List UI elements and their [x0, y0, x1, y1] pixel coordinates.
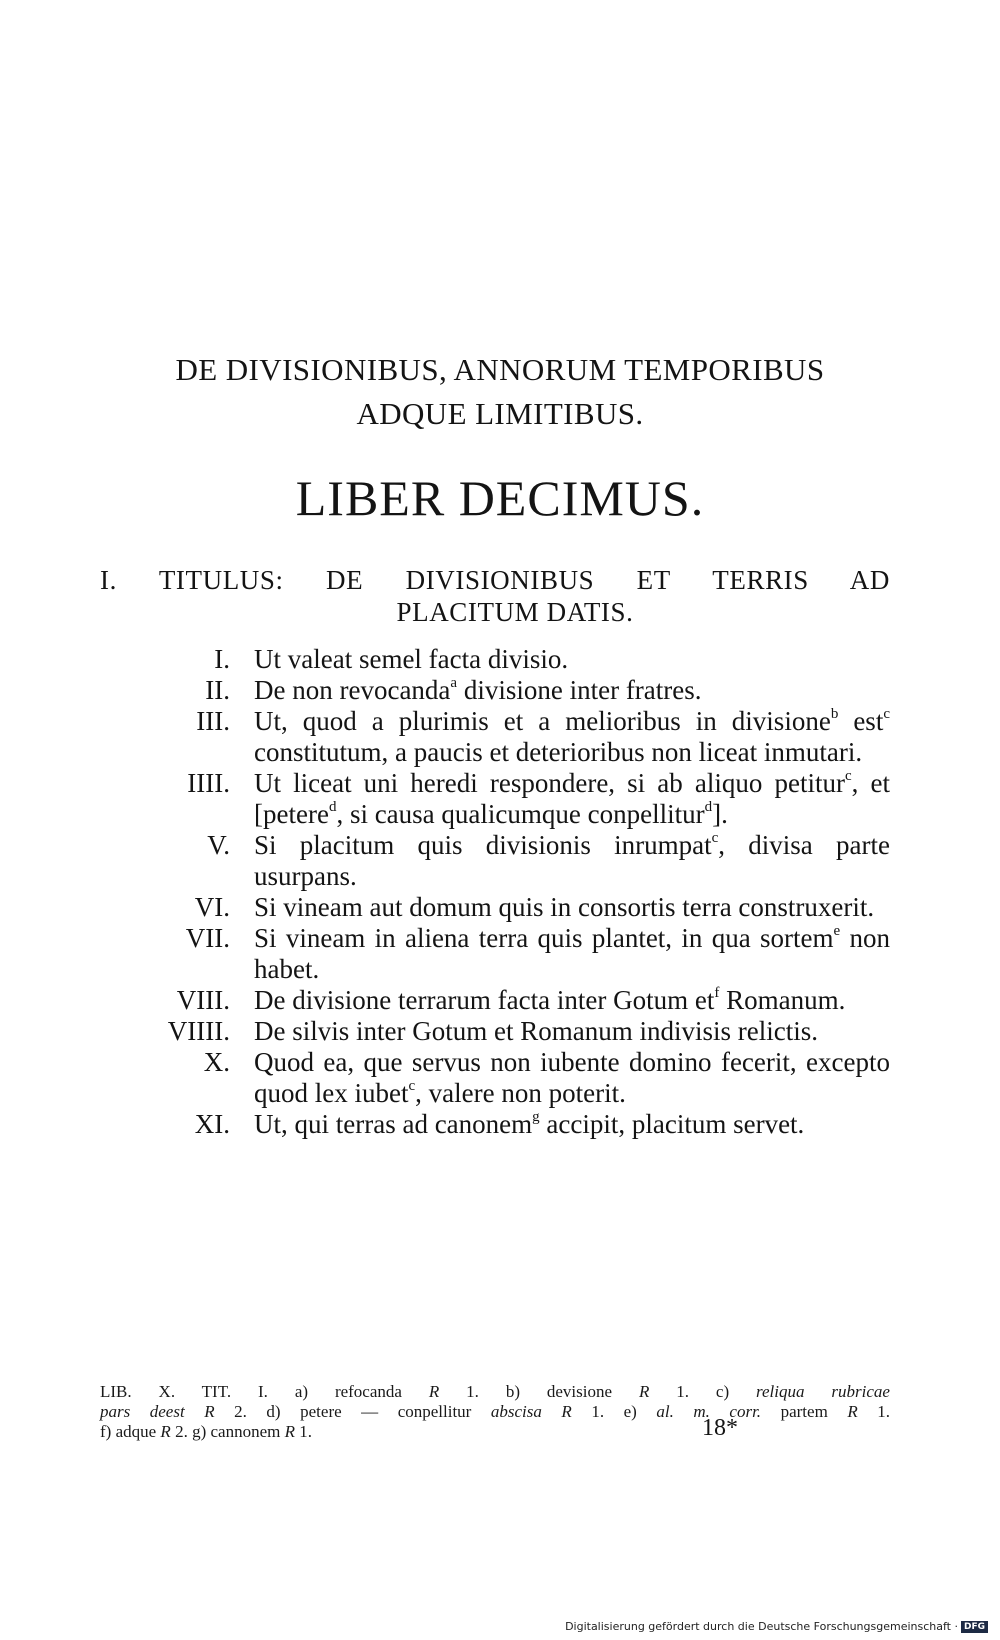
- titulus-heading: [100, 564, 890, 628]
- footnote-marker: c: [408, 1078, 416, 1094]
- chapter-item: [100, 1109, 890, 1140]
- credit-text: Digitalisierung gefördert durch die Deutsche Forschungsgemeinschaft ·: [565, 1620, 958, 1633]
- chapter-number: VI.: [194, 892, 230, 922]
- chapter-number: VII.: [185, 923, 230, 953]
- footnote-marker: d: [704, 799, 713, 815]
- chapter-number: V.: [207, 830, 230, 860]
- chapter-text: Si placitum quis divisionis inrumpat$^c$, divisa parte usurpans.: [254, 830, 890, 891]
- chapter-text: Ut, quod a plurimis et a melioribus in divisione$^b$ est$^c$ constitutum, a paucis et deterioribus non liceat inmutari.: [254, 706, 890, 767]
- chapter-text: Ut liceat uni heredi respondere, si ab aliquo petitur$^c$, et [petere$^d$, si causa qualicumque conpellitur$^d$].: [254, 768, 890, 829]
- liber-title: LIBER DECIMUS.: [295, 470, 705, 526]
- chapter-text: Quod ea, que servus non iubente domino fecerit, excepto quod lex iubet$^c$, valere non poterit.: [254, 1047, 890, 1108]
- chapter-item: [100, 985, 890, 1016]
- chapter-item: [100, 892, 890, 923]
- page-number: 18*: [702, 1415, 738, 1441]
- book-heading-line-1: DE DIVISIONIBUS, ANNORUM TEMPORIBUS: [175, 352, 825, 387]
- chapter-item: [100, 1047, 890, 1109]
- chapter-text: De non revocanda$^a$ divisione inter fratres.: [254, 675, 702, 705]
- chapter-text: De silvis inter Gotum et Romanum indivisis relictis.: [254, 1016, 818, 1046]
- footnote-marker: c: [711, 830, 719, 846]
- chapter-text: Ut, qui terras ad canonem$^g$ accipit, placitum servet.: [254, 1109, 805, 1139]
- chapter-item: [100, 1016, 890, 1047]
- chapter-text: Ut valeat semel facta divisio.: [254, 644, 569, 674]
- footnote-marker: b: [830, 706, 839, 722]
- footnote-marker: f: [714, 985, 720, 1001]
- footnote-marker: c: [844, 768, 852, 784]
- chapter-number: I.: [214, 644, 230, 674]
- chapter-number: VIIII.: [167, 1016, 230, 1046]
- footnote-line: f) adque R 2. g) cannonem R 1.: [100, 1422, 312, 1441]
- chapter-text: Si vineam in aliena terra quis plantet, in qua sortem$^e$ non habet.: [254, 923, 890, 984]
- chapter-item: [100, 644, 890, 675]
- chapter-number: III.: [196, 706, 230, 736]
- titulus-line-1: I. TITULUS: DE DIVISIONIBUS ET TERRIS AD: [100, 565, 890, 595]
- footnote-marker: g: [532, 1109, 540, 1125]
- footnote-marker: c: [883, 706, 890, 722]
- chapter-item: [100, 923, 890, 985]
- footnote-line: pars deest R 2. d) petere — conpellitur abscisa R 1. e) al. m. corr. partem R 1.: [100, 1402, 890, 1421]
- chapter-number: II.: [205, 675, 230, 705]
- chapter-text: Si vineam aut domum quis in consortis terra construxerit.: [254, 892, 875, 922]
- book-heading: [100, 348, 900, 436]
- footnote-marker: e: [833, 923, 841, 939]
- chapter-list: [100, 644, 890, 1140]
- footnote-marker: a: [450, 675, 458, 691]
- dfg-logo-icon: DFG: [961, 1621, 988, 1633]
- chapter-number: IIII.: [187, 768, 230, 798]
- book-heading-line-2: ADQUE LIMITIBUS.: [356, 396, 644, 431]
- chapter-text: De divisione terrarum facta inter Gotum $et^f$ Romanum.: [254, 985, 846, 1015]
- chapter-number: VIII.: [176, 985, 230, 1015]
- chapter-item: [100, 706, 890, 768]
- footnote-marker: d: [328, 799, 337, 815]
- chapter-item: [100, 675, 890, 706]
- footnote-line: LIB. X. TIT. I. a) refocanda R 1. b) devisione R 1. c) reliqua rubricae: [100, 1382, 890, 1401]
- digitization-credit: [565, 1620, 988, 1634]
- chapter-item: [100, 768, 890, 830]
- chapter-number: XI.: [194, 1109, 230, 1139]
- chapter-number: X.: [203, 1047, 230, 1077]
- chapter-item: [100, 830, 890, 892]
- titulus-line-2: PLACITUM DATIS.: [396, 597, 634, 627]
